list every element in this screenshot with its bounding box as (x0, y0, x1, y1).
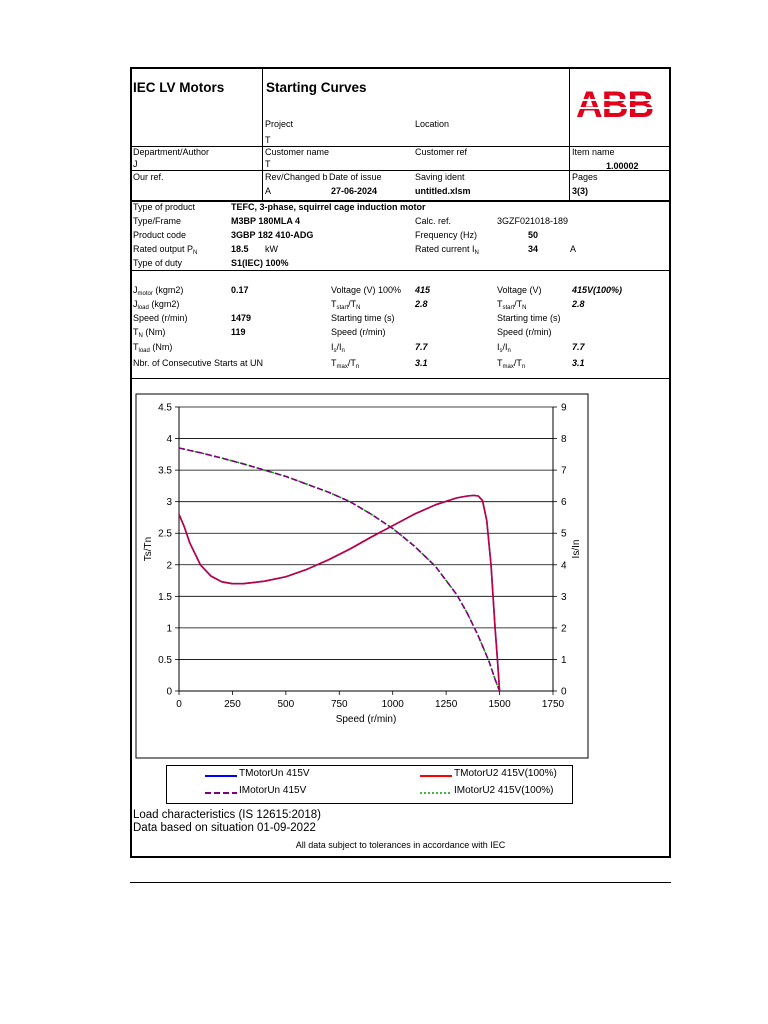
rated-current-unit: A (570, 244, 577, 254)
y-left-tick-label: 3 (166, 497, 172, 509)
doc-title: Starting Curves (266, 80, 367, 95)
col-divider (569, 67, 570, 200)
y-right-axis-label: Is/In (571, 539, 582, 559)
y-right-tick-label: 9 (561, 402, 567, 414)
y-right-tick-label: 4 (561, 560, 567, 572)
department-value: J (133, 159, 138, 169)
c1-tstart-label: $T_{start}/T_N$ (331, 299, 361, 311)
c2-voltage-value: 415V(100%) (572, 285, 623, 295)
abb-logo-text: ABB (576, 86, 654, 120)
legend-label-imotoru2: IMotorU2 415V(100%) (454, 785, 554, 796)
product-line-title: IEC LV Motors (133, 80, 225, 95)
page-rule (130, 882, 671, 883)
c2-is-label: $I_s/I_n$ (497, 342, 511, 354)
rev-value: A (265, 186, 272, 196)
abb-logo (574, 86, 660, 120)
saving-label: Saving ident (415, 172, 465, 182)
x-tick-label: 500 (277, 699, 295, 710)
legend-swatch-tmotoru2 (420, 774, 452, 778)
legend-label-tmotoru2: TMotorU2 415V(100%) (454, 768, 557, 779)
customer-ref-label: Customer ref (415, 147, 468, 157)
legend-swatch-tmotorun (205, 774, 237, 778)
chart-legend (166, 765, 573, 804)
y-right-tick-label: 1 (561, 654, 567, 666)
customer-name-label: Customer name (265, 147, 330, 157)
y-right-tick-label: 0 (561, 686, 567, 698)
x-tick-label: 0 (176, 699, 182, 710)
j-motor-label: $J_{motor}$ (kgm2) (133, 285, 184, 297)
pages-label: Pages (572, 172, 598, 182)
c1-tstart-value: 2.8 (415, 299, 428, 309)
starting-curves-chart (135, 393, 589, 759)
c1-is-value: 7.7 (415, 342, 428, 352)
x-tick-label: 750 (330, 699, 348, 710)
c1-tmax-label: $T_{max}/T_n$ (331, 358, 360, 370)
type-of-product-value: TEFC, 3-phase, squirrel cage induction motor (231, 202, 426, 212)
j-load-label: $J_{load}$ (kgm2) (133, 299, 180, 311)
c2-speed-label: Speed (r/min) (497, 327, 552, 337)
item-name-label: Item name (572, 147, 615, 157)
product-code-label: Product code (133, 230, 187, 240)
c2-tmax-value: 3.1 (572, 358, 585, 368)
speed-value: 1479 (231, 313, 252, 323)
c2-voltage-label: Voltage (V) (497, 285, 542, 295)
location-label: Location (415, 119, 450, 129)
y-left-tick-label: 4 (166, 434, 172, 446)
y-left-tick-label: 2 (166, 560, 172, 572)
x-tick-label: 1000 (381, 699, 404, 710)
c1-voltage-label: Voltage (V) 100% (331, 285, 402, 295)
rated-output-value: 18.5 (231, 244, 249, 254)
y-left-tick-label: 1 (166, 623, 172, 635)
type-frame-label: Type/Frame (133, 216, 182, 226)
c2-tmax-label: $T_{max}/T_n$ (497, 358, 526, 370)
rated-current-value: 34 (528, 244, 539, 254)
x-axis-label: Speed (r/min) (335, 714, 397, 725)
y-left-tick-label: 0.5 (158, 654, 172, 666)
tn-value: 119 (231, 327, 246, 337)
y-left-axis-label: Ts/Tn (143, 536, 154, 562)
legend-label-imotorun: IMotorUn 415V (239, 785, 307, 796)
project-value: T (265, 135, 271, 145)
saving-value: untitled.xlsm (415, 186, 471, 196)
y-left-tick-label: 2.5 (158, 528, 172, 540)
y-right-tick-label: 2 (561, 623, 567, 635)
type-of-duty-value: S1(IEC) 100% (231, 258, 289, 268)
y-left-tick-label: 1.5 (158, 591, 172, 603)
department-label: Department/Author (133, 147, 210, 157)
calc-ref-label: Calc. ref. (415, 216, 452, 226)
c1-speed-label: Speed (r/min) (331, 327, 386, 337)
c1-starting-time-label: Starting time (s) (331, 313, 395, 323)
legend-swatch-imotorun (205, 791, 237, 795)
y-left-tick-label: 0 (166, 686, 172, 698)
c1-voltage-value: 415 (415, 285, 431, 295)
c1-is-label: $I_s/I_n$ (331, 342, 345, 354)
pages-value: 3(3) (572, 186, 589, 196)
c2-tstart-label: $T_{start}/T_N$ (497, 299, 527, 311)
item-name-value: 1.00002 (606, 161, 639, 171)
x-tick-label: 1750 (541, 699, 565, 710)
rated-output-label: Rated output $P_N$ (133, 244, 198, 256)
rated-output-unit: kW (265, 244, 278, 254)
legend-label-tmotorun: TMotorUn 415V (239, 768, 310, 779)
y-right-tick-label: 8 (561, 434, 567, 446)
x-tick-label: 1500 (488, 699, 511, 710)
frequency-value: 50 (528, 230, 539, 240)
tn-label: $T_N$ (Nm) (133, 327, 166, 339)
data-basis-note: Data based on situation 01-09-2022 (133, 822, 316, 834)
c1-tmax-value: 3.1 (415, 358, 428, 368)
y-right-tick-label: 3 (561, 591, 567, 603)
our-ref-label: Our ref. (133, 172, 164, 182)
load-characteristics-note: Load characteristics (IS 12615:2018) (133, 809, 321, 821)
customer-name-value: T (265, 159, 271, 169)
type-of-duty-label: Type of duty (133, 258, 183, 268)
calc-ref-value: 3GZF021018-189 (497, 216, 569, 226)
rated-current-label: Rated current $I_N$ (415, 244, 479, 256)
type-frame-value: M3BP 180MLA 4 (231, 216, 301, 226)
consecutive-starts-label: Nbr. of Consecutive Starts at UN (133, 358, 264, 368)
j-motor-value: 0.17 (231, 285, 249, 295)
y-left-tick-label: 4.5 (158, 402, 172, 414)
col-divider (262, 67, 263, 200)
y-right-tick-label: 7 (561, 465, 567, 477)
tolerance-note: All data subject to tolerances in accordance with IEC (295, 840, 506, 850)
project-label: Project (265, 119, 294, 129)
c2-is-value: 7.7 (572, 342, 585, 352)
x-tick-label: 250 (224, 699, 241, 710)
chart-border (136, 394, 588, 758)
section-divider (130, 378, 671, 379)
y-left-tick-label: 3.5 (158, 465, 172, 477)
c2-tstart-value: 2.8 (572, 299, 585, 309)
section-divider (130, 270, 671, 271)
row-divider (130, 170, 671, 171)
product-code-value: 3GBP 182 410-ADG (231, 230, 314, 240)
legend-swatch-imotoru2 (420, 791, 452, 795)
y-right-tick-label: 5 (561, 528, 567, 540)
date-label: Date of issue (329, 172, 382, 182)
date-value: 27-06-2024 (331, 186, 378, 196)
c2-starting-time-label: Starting time (s) (497, 313, 561, 323)
rev-label: Rev/Changed b (265, 172, 328, 182)
t-load-label: $T_{load}$ (Nm) (133, 342, 173, 354)
y-right-tick-label: 6 (561, 497, 567, 509)
speed-label: Speed (r/min) (133, 313, 188, 323)
x-tick-label: 1250 (435, 699, 458, 710)
frequency-label: Frequency (Hz) (415, 230, 478, 240)
type-of-product-label: Type of product (133, 202, 196, 212)
